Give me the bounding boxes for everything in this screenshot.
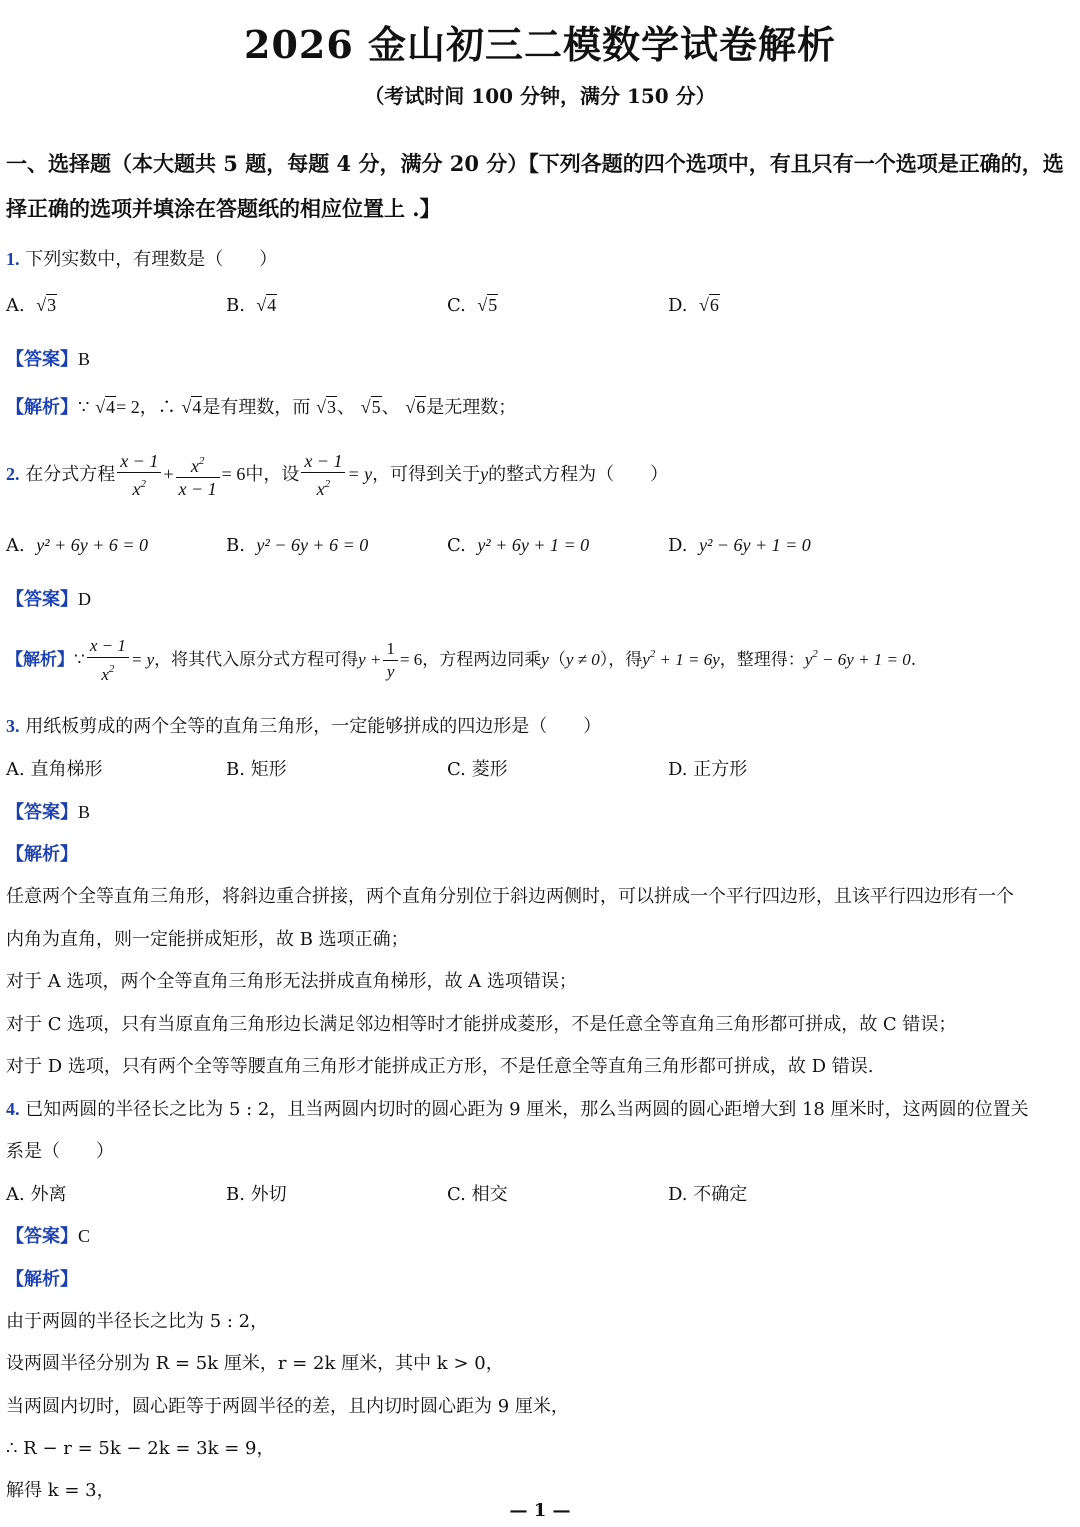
q2-option-d: D. y² − 6y + 1 = 0 [668, 535, 811, 556]
question-number: 1. [6, 249, 20, 269]
q4-option-d: D. 不确定 [668, 1184, 748, 1205]
q3-option-c: C. 菱形 [447, 759, 508, 780]
q3-analysis-line: 内角为直角，则一定能拼成矩形，故 B 选项正确； [6, 929, 409, 950]
q3-analysis-label: 【解析】 [6, 844, 78, 865]
page-number: — 1 — [509, 1500, 571, 1521]
question-4-cont: 系是（ ） [6, 1141, 114, 1162]
q1-answer: 【答案】B [6, 349, 91, 370]
q1-option-d: D. √6 [668, 295, 719, 316]
q3-option-a: A. 直角梯形 [6, 759, 103, 780]
q3-option-d: D. 正方形 [668, 759, 748, 780]
q3-option-b: B. 矩形 [226, 759, 287, 780]
q1-option-b: B. √4 [226, 295, 277, 316]
question-3: 3. 用纸板剪成的两个全等的直角三角形，一定能够拼成的四边形是（ ） [6, 716, 602, 737]
q2-analysis: 【解析】∵ $\frac{x - 1}{x^2}$ = y，将其代入原分式方程可得y + $\frac{1}{y}$ = 6，方程两边同乘y（y ≠ 0），得$y^2 + 1 = 6y$，整理得：$y^2 - 6y + 1 = 0$. [6, 636, 917, 684]
q3-answer: 【答案】B [6, 802, 91, 823]
q2-option-b: B. y² − 6y + 6 = 0 [226, 535, 369, 556]
q2-answer: 【答案】D [6, 589, 91, 610]
q1-option-c: C. √5 [447, 295, 498, 316]
q4-analysis-line: 解得 k = 3， [6, 1480, 115, 1501]
q4-option-a: A. 外离 [6, 1184, 67, 1205]
question-1 [6, 245, 277, 271]
q4-analysis-line: ∴ R − r = 5k − 2k = 3k = 9， [6, 1438, 275, 1459]
q4-analysis-line: 由于两圆的半径长之比为 5 : 2， [6, 1311, 269, 1332]
answer-label: 【答案】 [6, 349, 78, 370]
question-4: 4. 已知两圆的半径长之比为 5 : 2，且当两圆内切时的圆心距为 9 厘米，那么当两圆的圆心距增大到 18 厘米时，这两圆的位置关 [6, 1099, 1029, 1120]
q1-analysis: 【解析】∵ √4= 2，∴ √4是有理数，而 √3、 √5、 √6是无理数； [6, 397, 517, 418]
q1-option-a: A. √3 [6, 295, 57, 316]
q4-answer: 【答案】C [6, 1226, 91, 1247]
q3-analysis-line: 对于 C 选项，只有当原直角三角形边长满足邻边相等时才能拼成菱形，不是任意全等直角三角形都可拼成，故 C 错误； [6, 1014, 957, 1035]
page-title: 2026 金山初三二模数学试卷解析 [244, 22, 836, 67]
question-text: 下列实数中，有理数是（ ） [25, 249, 278, 270]
exam-info: （考试时间 100 分钟，满分 150 分） [364, 84, 716, 108]
q2-option-a: A. y² + 6y + 6 = 0 [6, 535, 149, 556]
q3-analysis-line: 对于 D 选项，只有两个全等等腰直角三角形才能拼成正方形，不是任意全等直角三角形都可拼成，故 D 错误. [6, 1056, 874, 1077]
q4-option-b: B. 外切 [226, 1184, 287, 1205]
q4-analysis-line: 当两圆内切时，圆心距等于两圆半径的差，且内切时圆心距为 9 厘米， [6, 1396, 569, 1417]
q4-option-c: C. 相交 [447, 1184, 508, 1205]
q4-analysis-line: 设两圆半径分别为 R = 5k 厘米，r = 2k 厘米，其中 k > 0， [6, 1353, 504, 1374]
section-header-line1: 一、选择题（本大题共 5 题，每题 4 分，满分 20 分）【下列各题的四个选项中，有且只有一个选项是正确的，选 [6, 151, 1064, 176]
section-header-line2: 择正确的选项并填涂在答题纸的相应位置上 .】 [6, 196, 441, 221]
q4-analysis-label: 【解析】 [6, 1269, 78, 1290]
question-2: 2. 在分式方程 $\frac{x - 1}{x^2}$ + $\frac{x^2}{x - 1}$ = 6中，设 $\frac{x - 1}{x^2}$ = y，可得到关于y的整式方程为（ ） [6, 451, 669, 499]
question-number: 2. [6, 464, 20, 484]
q2-option-c: C. y² + 6y + 1 = 0 [447, 535, 590, 556]
analysis-label: 【解析】 [6, 397, 78, 418]
q3-analysis-line: 任意两个全等直角三角形，将斜边重合拼接，两个直角分别位于斜边两侧时，可以拼成一个平行四边形，且该平行四边形有一个 [6, 886, 1014, 907]
q3-analysis-line: 对于 A 选项，两个全等直角三角形无法拼成直角梯形，故 A 选项错误； [6, 971, 577, 992]
